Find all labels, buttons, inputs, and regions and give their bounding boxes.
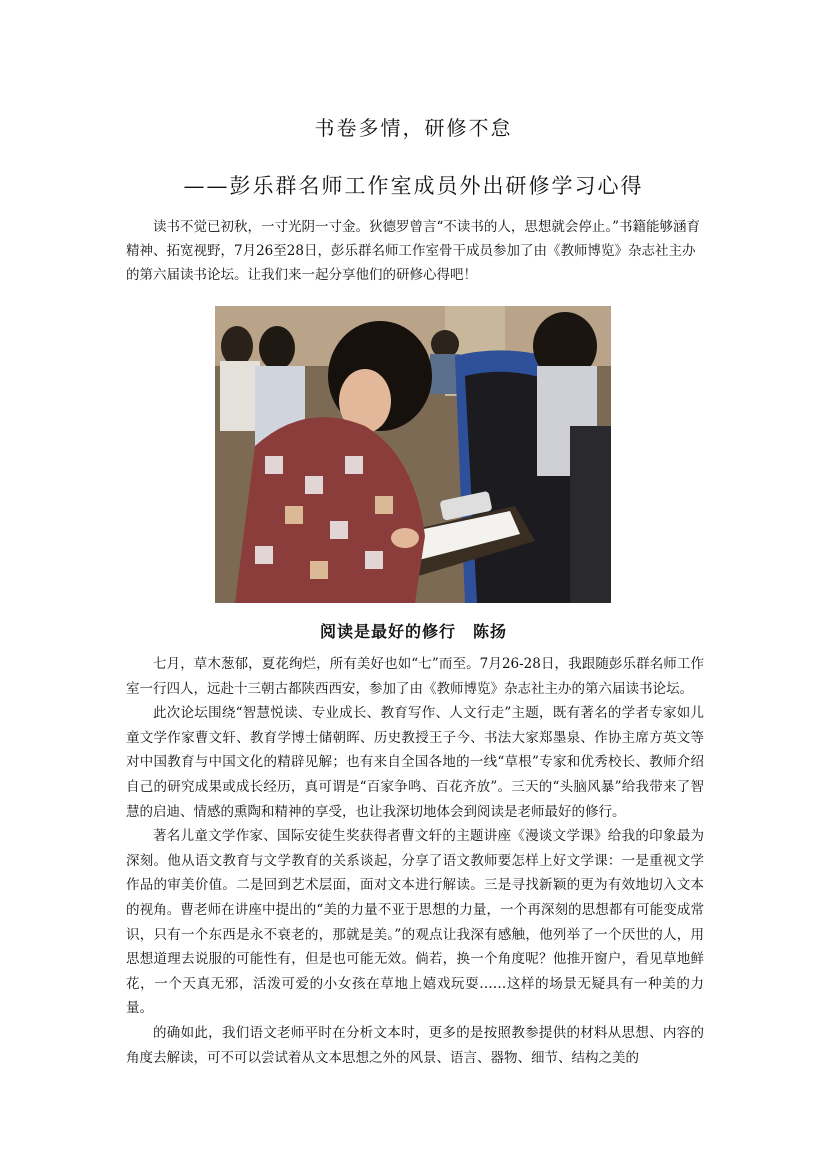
document-subtitle: ——彭乐群名师工作室成员外出研修学习心得	[183, 174, 644, 198]
intro-paragraph: 读书不觉已初秋，一寸光阴一寸金。狄德罗曾言“不读书的人，思想就会停止。”书籍能够涵育精神、拓宽视野，7月26至28日，彭乐群名师工作室骨干成员参加了由《教师博览》杂志社主办的第六届读书论坛。让我们来一起分享他们的研修心得吧！	[126, 219, 701, 283]
photo-illustration	[215, 306, 611, 603]
body-paragraph: 此次论坛围绕“智慧悦读、专业成长、教育写作、人文行走”主题，既有著名的学者专家如儿童文学作家曹文轩、教育学博士储朝晖、历史教授王子今、书法大家郑墨泉、作协主席方英文等对中国教育与中国文化的精辟见解；也有来自全国各地的一线“草根”专家和优秀校长、教师介绍自己的研究成果或成长经历，真可谓是“百家争鸣、百花齐放”。三天的“头脑风暴”给我带来了智慧的启迪、情感的熏陶和精神的享受，也让我深切地体会到阅读是老师最好的修行。	[126, 705, 704, 820]
body-paragraph: 七月，草木葱郁，夏花绚烂，所有美好也如“七”而至。7月26-28日，我跟随彭乐群名师工作室一行四人，远赴十三朝古都陕西西安，参加了由《教师博览》杂志社主办的第六届读书论坛。	[126, 656, 704, 697]
body-paragraph: 的确如此，我们语文老师平时在分析文本时，更多的是按照教参提供的材料从思想、内容的角度去解读，可不可以尝试着从文本思想之外的风景、语言、器物、细节、结构之美的	[126, 1024, 704, 1066]
document-title: 书卷多情，研修不怠	[314, 116, 513, 140]
article-body	[126, 652, 704, 1070]
lecture-photo	[215, 306, 611, 603]
body-paragraph: 著名儿童文学作家、国际安徒生奖获得者曹文轩的主题讲座《漫谈文学课》给我的印象最为深刻。他从语文教育与文学教育的关系谈起，分享了语文教师要怎样上好文学课：一是重视文学作品的审美价值。二是回到艺术层面，面对文本进行解读。三是寻找新颖的更为有效地切入文本的视角。曹老师在讲座中提出的“美的力量不亚于思想的力量，一个再深刻的思想都有可能变成常识，只有一个东西是永不衰老的，那就是美。”的观点让我深有感触，他列举了一个厌世的人，用思想道理去说服的可能性有，但是也可能无效。倘若，换一个角度呢？他推开窗户，看见草地鲜花，一个天真无邪，活泼可爱的小女孩在草地上嬉戏玩耍……这样的场景无疑具有一种美的力量。	[126, 828, 704, 1017]
section-heading: 阅读是最好的修行 陈扬	[319, 622, 507, 641]
